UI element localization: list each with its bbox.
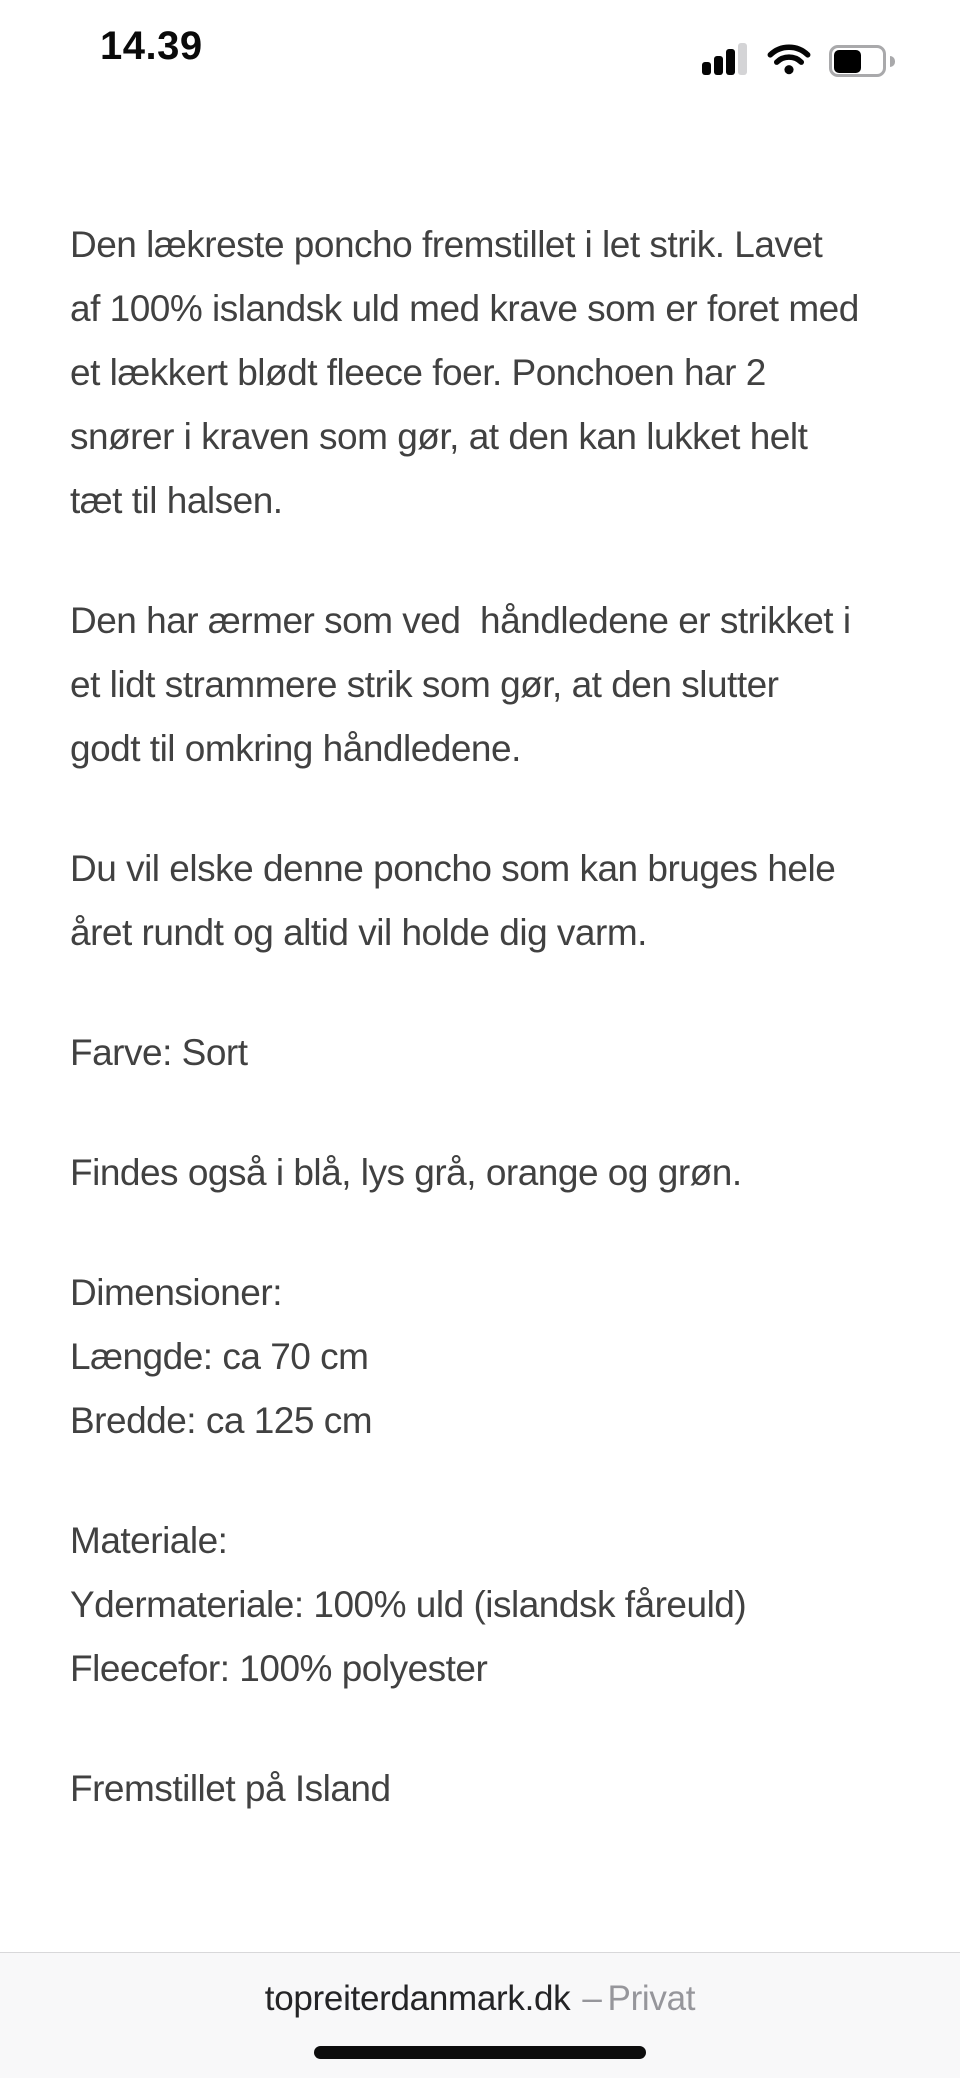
status-bar xyxy=(0,0,960,100)
wifi-icon xyxy=(766,42,812,80)
url-domain: topreiterdanmark.dk xyxy=(264,1979,571,2018)
paragraph-dimensions: Dimensioner: Længde: ca 70 cm Bredde: ca 125 cm xyxy=(70,1272,373,1441)
address-bar[interactable] xyxy=(0,1979,960,2019)
paragraph-color: Farve: Sort xyxy=(70,1032,248,1073)
battery-icon xyxy=(829,45,896,78)
cellular-signal-icon xyxy=(702,43,748,75)
url-separator: – xyxy=(582,1979,602,2018)
paragraph-material: Materiale: Ydermateriale: 100% uld (islandsk fåreuld) Fleecefor: 100% polyester xyxy=(70,1520,747,1689)
safari-bottom-bar xyxy=(0,1952,960,2078)
paragraph-sleeves: Den har ærmer som ved håndledene er strikket i et lidt strammere strik som gør, at den slutter godt til omkring håndledene. xyxy=(70,600,851,769)
paragraph-usage: Du vil elske denne poncho som kan bruges hele året rundt og altid vil holde dig varm. xyxy=(70,848,836,953)
status-time: 14.39 xyxy=(100,24,203,68)
paragraph-origin: Fremstillet på Island xyxy=(70,1768,391,1809)
home-indicator[interactable] xyxy=(314,2046,646,2059)
paragraph-other-colors: Findes også i blå, lys grå, orange og grøn. xyxy=(70,1152,742,1193)
product-description xyxy=(70,213,930,1877)
private-mode-label: Privat xyxy=(607,1979,696,2018)
paragraph-intro: Den lækreste poncho fremstillet i let strik. Lavet af 100% islandsk uld med krave som er foret med et lækkert blødt fleece foer. Ponchoen har 2 snører i kraven som gør, at den kan lukket helt tæt til halsen. xyxy=(70,224,859,521)
